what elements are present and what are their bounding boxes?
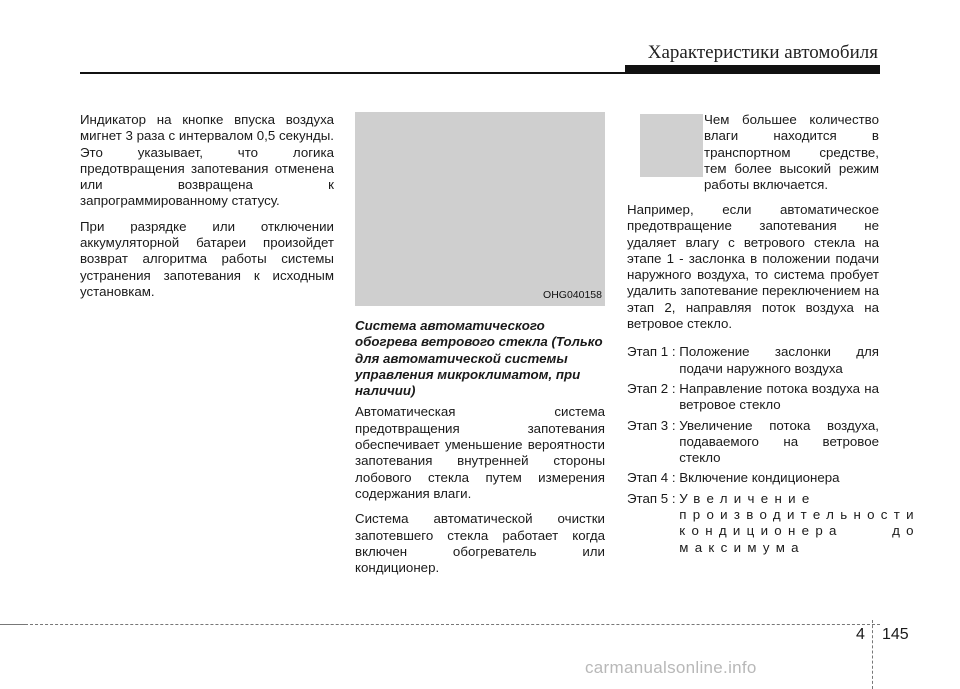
column-left xyxy=(80,112,334,309)
footer-rule-left xyxy=(0,624,25,625)
stage-item xyxy=(627,490,920,556)
header-rule xyxy=(80,72,880,74)
stage-label: Этап 5 : xyxy=(627,490,680,506)
section-subheading: Система автоматического обогрева ветрового стекла (Только для автоматической системы управления микроклиматом, при наличии) xyxy=(355,318,603,399)
column-middle xyxy=(355,112,605,585)
stage-text: Увеличение производительности кондиционера до максимума xyxy=(679,490,920,555)
stage-text: Включение кондиционера xyxy=(679,470,840,486)
watermark: carmanualsonline.info xyxy=(585,658,757,677)
note-block xyxy=(627,112,879,193)
section-number: 4 xyxy=(856,626,865,643)
paragraph-battery-reset: При разрядке или отключении аккумуляторной батареи произойдет возврат алгоритма работы системы устранения запотевания к исходным установкам. xyxy=(80,218,334,299)
figure-image xyxy=(355,112,605,306)
stage-list xyxy=(627,344,920,556)
stage-text: Положение заслонки для подачи наружного воздуха xyxy=(679,344,879,376)
stage-item xyxy=(627,381,879,414)
figure-code: OHG040158 xyxy=(543,288,602,301)
paragraph-example: Например, если автоматическое предотвращение запотевания не удаляет влагу с ветрового стекла на этапе 1 - заслонка в положении подачи наружного воздуха, то система пробует удалить запотевание переключением на этап 2, направляя поток воздуха на ветровое стекло. xyxy=(627,202,879,332)
header-rule-thick xyxy=(625,65,880,72)
paragraph-auto-defog: Автоматическая система предотвращения запотевания обеспечивает уменьшение вероятности запотевания внутренней стороны лобового стекла путем измерения содержания влаги. xyxy=(355,404,605,501)
stage-label: Этап 1 : xyxy=(627,344,680,360)
stage-label: Этап 4 : xyxy=(627,470,680,486)
page-header-title: Характеристики автомобиля xyxy=(647,42,878,63)
footer-rule xyxy=(25,624,880,625)
stage-text: Направление потока воздуха на ветровое стекло xyxy=(679,380,879,413)
column-right xyxy=(627,112,920,560)
paragraph-indicator: Индикатор на кнопке впуска воздуха мигнет 3 раза с интервалом 0,5 секунды. Это указывает, что логика предотвращения запотевания отменена или возвращена к запрограммированному статусу. xyxy=(80,112,334,209)
note-text: Чем большее количество влаги находится в транспортном средстве, тем более высокий режим работы включается. xyxy=(704,112,879,193)
stage-label: Этап 2 : xyxy=(627,380,680,396)
stage-text: Увеличение потока воздуха, подаваемого на ветровое стекло xyxy=(679,417,879,466)
paragraph-auto-defog-conditions: Система автоматической очистки запотевшего стекла работает когда включен обогреватель или кондиционер. xyxy=(355,511,605,576)
page-number: 145 xyxy=(882,626,909,643)
stage-item xyxy=(627,418,879,467)
stage-item xyxy=(627,344,879,377)
note-icon xyxy=(640,114,703,177)
page-divider xyxy=(872,620,873,689)
stage-label: Этап 3 : xyxy=(627,417,680,433)
stage-item xyxy=(627,470,879,486)
